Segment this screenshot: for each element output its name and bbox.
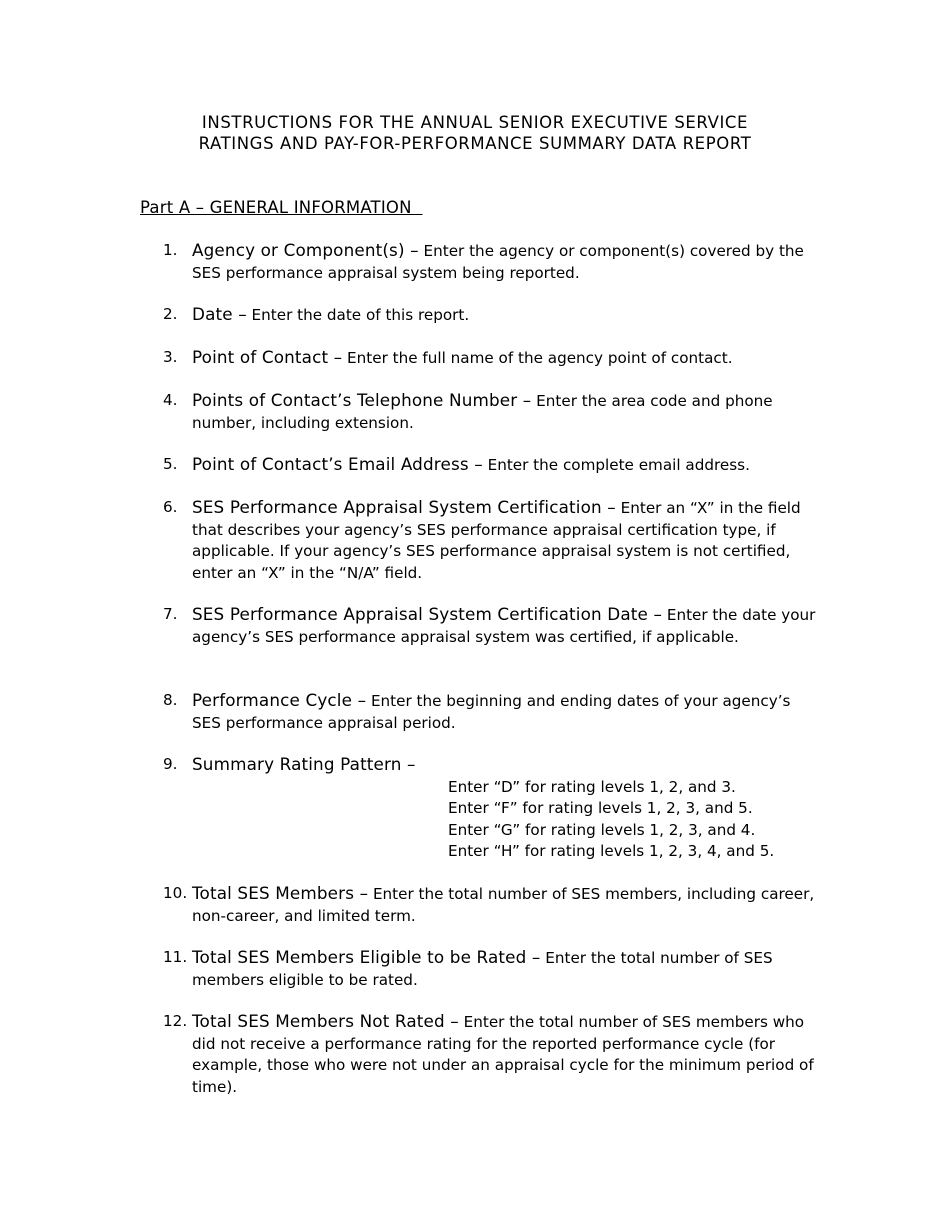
item-body [192,497,823,584]
item-number: 10. [163,884,188,902]
list-item [163,690,823,734]
list-item [163,347,823,370]
item-description: Enter the area code and phone number, including extension. [192,392,773,432]
item-description: Enter the total number of SES members who did not receive a performance rating for the reported performance cycle (for example, those who were not under an appraisal cycle for the minimum period of time). [192,1013,814,1096]
document-title-line-1: INSTRUCTIONS FOR THE ANNUAL SENIOR EXECUTIVE SERVICE [201,113,749,132]
item-number: 4. [163,391,178,409]
list-item [163,754,823,863]
item-number: 8. [163,691,178,709]
item-term: SES Performance Appraisal System Certification Date – [192,604,663,624]
list-item [163,390,823,434]
item-term: Total SES Members – [192,883,369,903]
item-description: Enter the full name of the agency point of contact. [342,349,733,367]
item-number: 9. [163,755,178,773]
list-item [163,454,823,477]
item-term: Performance Cycle – [192,690,367,710]
item-number: 2. [163,305,178,323]
item-term: Total SES Members Eligible to be Rated – [192,947,541,967]
item-number: 11. [163,948,188,966]
item-description: Enter the date your agency’s SES performance appraisal system was certified, if applicable. [192,606,816,646]
list-item [163,604,823,648]
item-number: 3. [163,348,178,366]
item-body [192,754,823,863]
item-number: 6. [163,498,178,516]
item-description: Enter the total number of SES members eligible to be rated. [192,949,773,989]
item-body [192,347,823,370]
list-item [163,883,823,927]
section-heading: Part A – GENERAL INFORMATION [140,198,423,217]
item-description: Enter the agency or component(s) covered by the SES performance appraisal system being reported. [192,242,804,282]
item-term: Point of Contact’s Email Address – [192,454,483,474]
rating-pattern-line: Enter “H” for rating levels 1, 2, 3, 4, and 5. [448,842,775,860]
item-description: Enter the complete email address. [482,456,750,474]
item-description: Enter the date of this report. [246,306,470,324]
item-term: Total SES Members Not Rated – [192,1011,459,1031]
item-term: Points of Contact’s Telephone Number – [192,390,532,410]
item-term: Agency or Component(s) – [192,240,419,260]
document-title-line-2: RATINGS AND PAY-FOR-PERFORMANCE SUMMARY DATA REPORT [198,134,752,153]
item-body [192,690,823,734]
item-body [192,883,823,927]
rating-pattern-line: Enter “D” for rating levels 1, 2, and 3. [448,777,736,796]
item-term: Date – [192,304,247,324]
item-description: Enter the total number of SES members, including career, non-career, and limited term. [192,885,815,925]
item-number: 12. [163,1012,188,1030]
item-body [192,390,823,434]
item-term: SES Performance Appraisal System Certification – [192,497,616,517]
item-term: Point of Contact – [192,347,343,367]
item-body [192,240,823,284]
item-body [192,604,823,648]
item-description: Enter an “X” in the field that describes your agency’s SES performance appraisal certification type, if applicable. If your agency’s SES performance appraisal system is not certified, enter an “X” in the “N/A” field. [192,499,801,582]
list-item [163,497,823,584]
item-number: 1. [163,241,178,259]
item-body [192,1011,823,1098]
item-body [192,454,823,477]
list-item [163,1011,823,1098]
list-item [163,304,823,327]
item-number: 5. [163,455,178,473]
item-number: 7. [163,605,178,623]
rating-pattern-line: Enter “F” for rating levels 1, 2, 3, and 5. [448,799,753,817]
item-body [192,304,823,327]
item-body [192,947,823,991]
list-item [163,947,823,991]
rating-pattern-line: Enter “G” for rating levels 1, 2, 3, and 4. [448,820,756,839]
item-description: Enter the beginning and ending dates of your agency’s SES performance appraisal period. [192,692,791,732]
list-item [163,240,823,284]
item-term: Summary Rating Pattern – [192,754,416,774]
